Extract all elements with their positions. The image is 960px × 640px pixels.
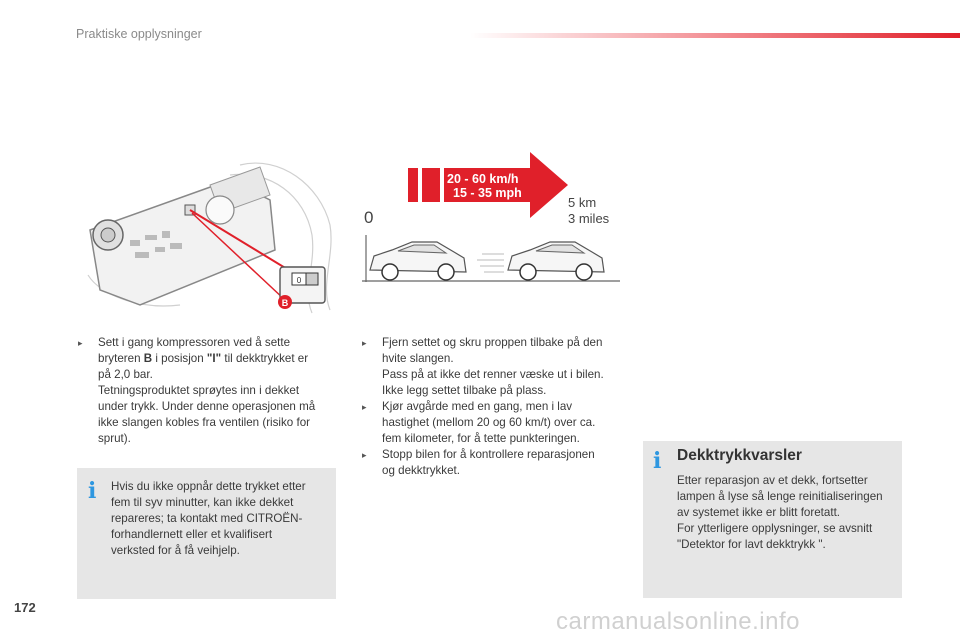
step-drive-off: [362, 399, 627, 447]
info-text: Etter reparasjon av et dekk, fortsetter: [677, 474, 868, 487]
info-icon: i: [88, 478, 97, 504]
bullet-icon: ▸: [362, 402, 367, 412]
box-title: Dekktrykkvarsler: [677, 447, 802, 464]
step-text: Pass på at ikke det renner væske ut i bilen.: [382, 368, 604, 381]
info-text: av systemet ikke er blitt foretatt.: [677, 506, 841, 519]
header-rule: [470, 33, 960, 38]
step-stop-check: [362, 447, 627, 479]
watermark: carmanualsonline.info: [556, 608, 800, 635]
distance-miles: 3 miles: [568, 211, 610, 226]
speed-bar-2: [422, 168, 440, 202]
step-text: på 2,0 bar.: [98, 368, 153, 381]
bullet-icon: ▸: [362, 338, 367, 348]
step-text: under trykk. Under denne operasjonen må: [98, 400, 316, 413]
motion-lines: [477, 254, 504, 272]
step-text: Kjør avgårde med en gang, men i lav: [382, 400, 573, 413]
info-text: lampen å lyse så lenge reinitialiseringen: [677, 490, 883, 503]
info-box-tyre-warning: [643, 441, 902, 598]
car-right: [508, 242, 604, 280]
step-text: hvite slangen.: [382, 352, 454, 365]
step-text: Fjern settet og skru proppen tilbake på den: [382, 336, 603, 349]
step-start-compressor: [78, 335, 343, 447]
info-box-pressure: [77, 468, 336, 599]
step-text: hastighet (mellom 20 og 60 km/t) over ca.: [382, 416, 596, 429]
distance-km: 5 km: [568, 195, 597, 210]
left-instructions: [78, 335, 343, 447]
start-label: 0: [364, 208, 374, 227]
bullet-icon: ▸: [78, 338, 83, 348]
step-text: Stopp bilen for å kontrollere reparasjonen: [382, 448, 595, 461]
step-text: sprut).: [98, 432, 131, 445]
page-number: 172: [14, 600, 36, 615]
step-text: og dekktrykket.: [382, 464, 460, 477]
callout-b-label: B: [281, 298, 289, 308]
svg-text:0: 0: [296, 276, 302, 285]
speed-mph: 15 - 35 mph: [453, 186, 522, 200]
step-text: Sett i gang kompressoren ved å sette: [98, 336, 291, 349]
info-text: For ytterligere opplysninger, se avsnitt: [677, 522, 873, 535]
info-text: fem til syv minutter, kan ikke dekket: [111, 496, 294, 509]
info-icon: i: [653, 448, 662, 474]
info-text: verksted for å få veihjelp.: [111, 544, 240, 557]
info-text: Hvis du ikke oppnår dette trykket etter: [111, 480, 306, 493]
speed-kmh: 20 - 60 km/h: [447, 172, 519, 186]
car-left: [370, 242, 466, 280]
step-text: bryteren B i posisjon "I" til dekktrykket er: [98, 352, 309, 365]
info-text: "Detektor for lavt dekktrykk ".: [677, 538, 826, 551]
speed-bar-1: [408, 168, 418, 202]
speed-distance-illustration: [362, 150, 622, 290]
step-text: ikke slangen kobles fra ventilen (risiko for: [98, 416, 311, 429]
step-text: Tetningsproduktet sprøytes inn i dekket: [98, 384, 300, 397]
middle-instructions: [362, 335, 627, 479]
step-text: fem kilometer, for å tette punkteringen.: [382, 432, 580, 445]
bullet-icon: ▸: [362, 450, 367, 460]
info-text: repareres; ta kontakt med CITROËN-: [111, 512, 303, 525]
section-title: Praktiske opplysninger: [76, 27, 202, 41]
step-remove-kit: [362, 335, 627, 399]
info-text: forhandlernett eller et kvalifisert: [111, 528, 273, 541]
compressor-illustration: [80, 155, 338, 315]
step-text: Ikke legg settet tilbake på plass.: [382, 384, 547, 397]
